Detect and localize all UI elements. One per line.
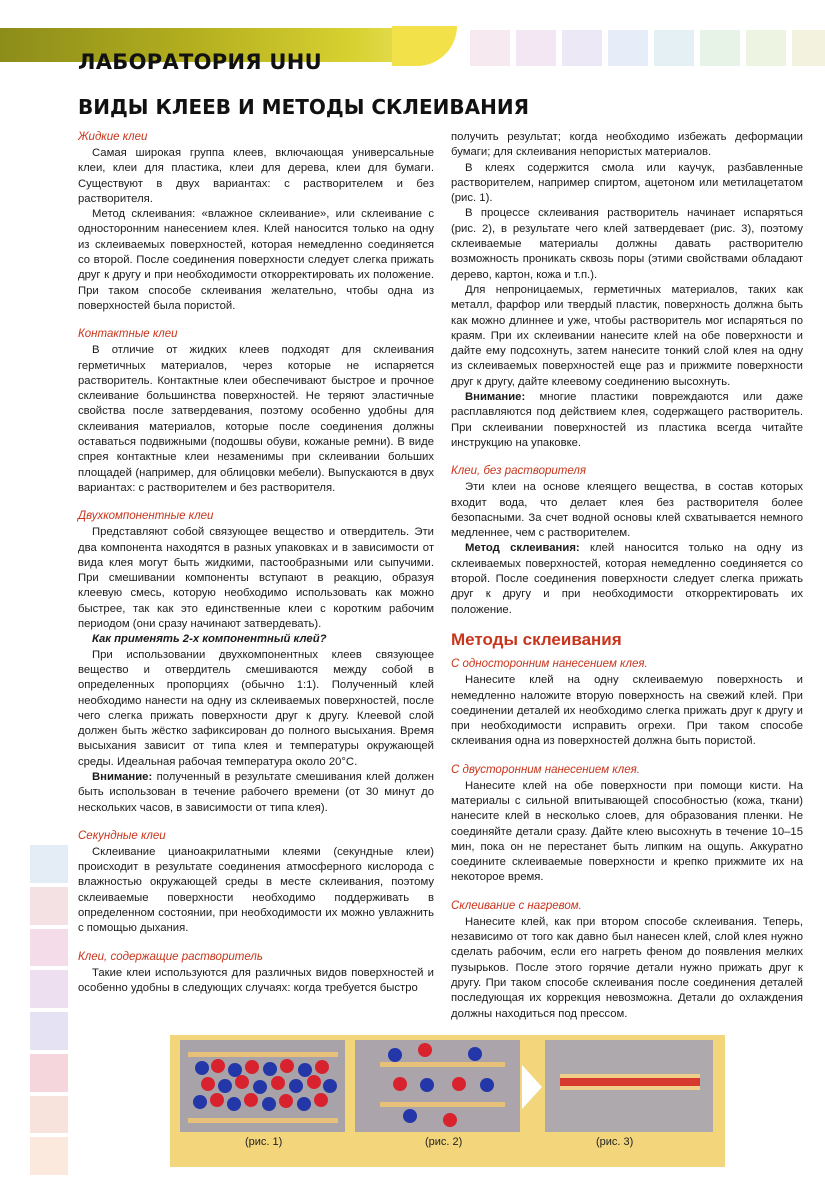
methods-heading: Методы склеивания — [451, 629, 622, 649]
solvent-molecule — [218, 1079, 232, 1093]
resin-molecule — [393, 1077, 407, 1091]
resin-molecule — [271, 1076, 285, 1090]
figure-3-illustration — [545, 1040, 713, 1132]
paragraph: Для непроницаемых, герметичных материалов, таких как металл, фарфор или твердый пластик, поверхность должна быть как можно длиннее и уже, чтобы растворитель мог испаряться по краям. При их склеивании нанесите клей на обе поверхности и дайте ему подсохнуть, затем нанесите тонкий слой клея на одну из склеиваемых поверхностей еще раз и прижмите поверхности друг к другу, дайте клеевому соединению высохнуть. — [451, 283, 803, 388]
solvent-molecule — [253, 1080, 267, 1094]
wood-strip — [560, 1086, 700, 1090]
resin-molecule — [418, 1043, 432, 1057]
section-title: Склеивание с нагревом. — [451, 899, 582, 912]
solvent-molecule — [297, 1097, 311, 1111]
paragraph: Самая широкая группа клеев, включающая универсальные клеи, клеи для пластика, клеи для дерева, клеи для бумаги. Существуют в двух вариантах: с растворителем и без растворителя. — [78, 147, 434, 205]
color-swatch — [608, 30, 648, 66]
figure-1-caption: (рис. 1) — [245, 1136, 283, 1148]
color-swatch — [30, 845, 68, 883]
figure-3-caption: (рис. 3) — [596, 1136, 634, 1148]
solvent-molecule — [403, 1109, 417, 1123]
resin-molecule — [244, 1093, 258, 1107]
resin-molecule — [201, 1077, 215, 1091]
right-column — [451, 130, 803, 1035]
section-liquid-glues — [78, 130, 434, 314]
color-swatch — [30, 929, 68, 967]
attention-text: полученный в результате смешивания клей должен быть использован в течение рабочего времени (от 30 минут до нескольких часов, в зависимости от типа клея). — [78, 770, 434, 814]
solvent-molecule — [323, 1079, 337, 1093]
section-instant-glues — [78, 829, 434, 937]
wood-strip — [188, 1052, 338, 1057]
wood-strip — [380, 1062, 505, 1067]
paragraph: В процессе склеивания растворитель начинает испаряться (рис. 2), в результате чего клей затвердевает (рис. 3), поэтому склеиваемые материалы должны давать растворителю возможность проникать сквозь поры (этими свойствами обладают дерево, картон, кожа и т.п.). — [451, 207, 803, 281]
color-swatch — [700, 30, 740, 66]
resin-molecule — [210, 1093, 224, 1107]
solvent-molecule — [480, 1078, 494, 1092]
color-swatch — [30, 1096, 68, 1134]
paragraph: Метод склеивания: «влажное склеивание», или склеивание с односторонним нанесением клея. Клей наносится только на одну из склеиваемых поверхностей, которая немедленно соединяется со второй. После соединения поверхности следует слегка прижать друг к другу и при необходимости откорректировать их положение. При таком способе склеивания желательно, чтобы одна из поверхностей была пористой. — [78, 208, 434, 312]
color-swatch — [746, 30, 786, 66]
section-title: С односторонним нанесением клея. — [451, 658, 648, 671]
attention-paragraph — [451, 390, 803, 451]
solvent-molecule — [468, 1047, 482, 1061]
method-paragraph — [451, 541, 803, 617]
paragraph: При использовании двухкомпонентных клеев связующее вещество и отвердитель смешиваются между собой в определенных пропорциях (обычно 1:1). Полученный клей необходимо нанести на одну из склеиваемых поверхностей, после чего слегка прижать поверхности друг к другу. Клеевой слой должен быть жёстко зафиксирован до полного высыхания. Время высыхания зависит от типа клея и температуры окружающей среды. Идеальная рабочая температура около 20°С. — [78, 648, 434, 768]
section-contact-glues — [78, 327, 434, 496]
section-heating — [451, 899, 803, 1022]
paragraph: Нанесите клей, как при втором способе склеивания. Теперь, независимо от того как давно был нанесен клей, слой клея нужно сделать рабочим, если его нагреть феном до появления мелких пузырьков. После этого горячие детали нужно прижать друг к другу. При таком способе склеивания после соединения деталей последующая их коррекция невозможна. Детали до охлаждения должны находиться под прессом. — [451, 915, 803, 1020]
color-swatch — [470, 30, 510, 66]
section-two-side — [451, 763, 803, 886]
attention-label: Внимание: — [92, 770, 153, 783]
section-title: Контактные клеи — [78, 328, 178, 341]
paragraph: Такие клеи используются для различных видов поверхностей и особенно удобны в следующих случаях: когда требуется быстро — [78, 966, 434, 994]
section-solventless-glues — [451, 464, 803, 618]
header-band-accent — [392, 26, 457, 66]
question-heading: Как применять 2-х компонентный клей? — [92, 633, 327, 646]
section-title: Двухкомпонентные клеи — [78, 510, 214, 523]
wood-strip — [188, 1118, 338, 1123]
paragraph: Нанесите клей на обе поверхности при помощи кисти. На материалы с сильной впитывающей способностью (кожа, ткани) нанесите клей в несколько слоев, для образования пленки. Не соединяйте детали сразу. Дайте клею высохнуть в течение 10–15 мин, пока он не перестанет быть липким на ощупь. Аккуратно соедините склеиваемые поверхности и крепко прижмите их на некоторое время. — [451, 779, 803, 884]
resin-molecule — [307, 1075, 321, 1089]
section-title: С двусторонним нанесением клея. — [451, 763, 640, 776]
solvent-molecule — [262, 1097, 276, 1111]
resin-molecule — [452, 1077, 466, 1091]
solvent-molecule — [227, 1097, 241, 1111]
section-one-side — [451, 657, 803, 749]
section-title: Клеи, содержащие растворитель — [78, 950, 263, 963]
solvent-molecule — [420, 1078, 434, 1092]
color-swatch — [30, 970, 68, 1008]
section-two-component-glues — [78, 509, 434, 816]
method-label: Метод склеивания: — [465, 542, 580, 555]
wood-strip — [380, 1102, 505, 1107]
color-swatch — [30, 1137, 68, 1175]
paragraph: В отличие от жидких клеев подходят для склеивания герметичных материалов, через которые не испаряется растворитель. Контактные клеи обеспечивают быстрое и прочное склеивание большинства поверхностей. Не теряют эластичные свойства после затвердевания, поэтому особенно удобны для склеивания материалов, которые после соединения должны оставаться подвижными (подошвы обуви, кожаные ремни). В виде спрея контактные клеи незаменимы при склеивании больших площадей (например, для облицовки мебели). Выпускаются в двух вариантах: с растворителем и без растворителя. — [78, 344, 434, 494]
paragraph: получить результат; когда необходимо избежать деформации бумаги; для склеивания непористых материалов. — [451, 131, 803, 159]
glue-layer — [560, 1078, 700, 1086]
figure-1-illustration — [180, 1040, 345, 1132]
solvent-molecule — [195, 1061, 209, 1075]
resin-molecule — [314, 1093, 328, 1107]
solvent-molecule — [298, 1063, 312, 1077]
lab-title: ЛАБОРАТОРИЯ UHU — [78, 50, 323, 74]
color-swatch — [516, 30, 556, 66]
left-column — [78, 130, 434, 1009]
resin-molecule — [315, 1060, 329, 1074]
solvent-molecule — [289, 1079, 303, 1093]
section-solvent-glues-continued — [451, 130, 803, 451]
solvent-molecules — [388, 1043, 494, 1127]
solvent-molecule — [228, 1063, 242, 1077]
paragraph: Склеивание цианоакрилатными клеями (секундные клеи) происходит в результате соединения атмосферного кислорода с влажностью окружающей среды в месте склеивания, поэтому склеиваемые поверхности необходимо поддерживать в определенном состоянии, при необходимости их можно увлажнить с помощью дыхания. — [78, 845, 434, 935]
arrow-right-icon — [522, 1065, 542, 1109]
figure-2-caption: (рис. 2) — [425, 1136, 463, 1148]
figure-2-illustration — [355, 1040, 520, 1132]
resin-molecule — [211, 1059, 225, 1073]
wood-strip — [560, 1074, 700, 1078]
color-swatch — [792, 30, 825, 66]
method-text: клей наносится только на одну из склеиваемых поверхностей, которая немедленно соединяется со второй. После соединения поверхности следует слегка прижать друг к другу и при необходимости откорректировать их положение. — [451, 542, 803, 616]
page-title: ВИДЫ КЛЕЕВ И МЕТОДЫ СКЛЕИВАНИЯ — [78, 95, 530, 119]
solvent-molecule — [263, 1062, 277, 1076]
resin-molecule — [235, 1075, 249, 1089]
solvent-molecule — [388, 1048, 402, 1062]
resin-molecule — [279, 1094, 293, 1108]
paragraph: Нанесите клей на одну склеиваемую поверхность и немедленно наложите вторую поверхность на свежий клей. При соединении деталей их необходимо слегка прижать друг к другу и при необходимости исправить огрехи. При таком способе склеивания одна из поверхностей должна быть пористой. — [451, 674, 803, 748]
color-swatch — [30, 887, 68, 925]
section-solvent-glues — [78, 950, 434, 997]
attention-paragraph — [78, 770, 434, 816]
resin-molecule — [245, 1060, 259, 1074]
color-swatch — [562, 30, 602, 66]
solvent-molecules — [193, 1059, 337, 1111]
section-title: Клеи, без растворителя — [451, 465, 587, 478]
attention-text: многие пластики повреждаются или даже расплавляются под действием клея, содержащего растворитель. При склеивании поверхностей из пластика всегда читайте инструкцию на упаковке. — [451, 391, 803, 449]
paragraph: В клеях содержится смола или каучук, разбавленные растворителем, например спиртом, ацетоном или метилацетатом (рис. 1). — [451, 161, 803, 205]
resin-molecule — [443, 1113, 457, 1127]
color-swatch — [654, 30, 694, 66]
color-swatch-row — [470, 30, 825, 66]
paragraph: Эти клеи на основе клеящего вещества, в состав которых входит вода, что делает клея без растворителя более безопасными. За счет водной основы клей схватывается немного медленнее, чем с растворителем. — [451, 481, 803, 540]
resin-molecule — [280, 1059, 294, 1073]
solvent-molecule — [193, 1095, 207, 1109]
attention-label: Внимание: — [465, 391, 526, 404]
section-title: Жидкие клеи — [78, 131, 148, 143]
paragraph: Представляют собой связующее вещество и отвердитель. Эти два компонента находятся в разных упаковках и в зависимости от вида клея могут быть жидкими, пастообразными или сыпучими. При смешивании компоненты вступают в реакцию, образуя клеевую смесь, которую необходимо использовать как можно быстрее, так как это единственные клеи с коротким рабочим периодом (они сразу начинают затвердевать). — [78, 526, 434, 631]
color-swatch — [30, 1012, 68, 1050]
section-title: Секундные клеи — [78, 829, 166, 842]
left-color-strip — [30, 845, 68, 1175]
color-swatch — [30, 1054, 68, 1092]
